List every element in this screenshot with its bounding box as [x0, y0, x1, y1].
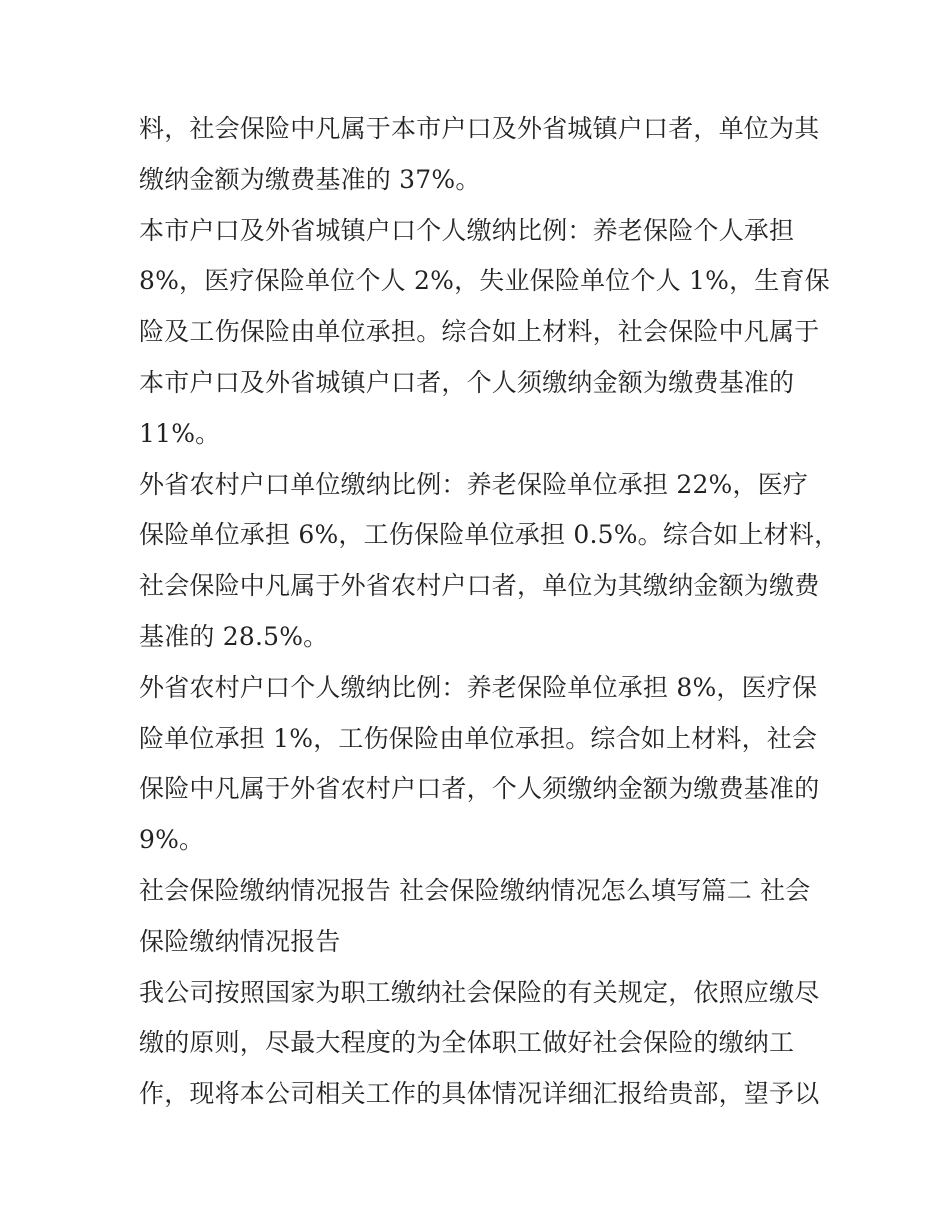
- text-line: 9%。: [139, 825, 205, 855]
- text-line: 外省农村户口单位缴纳比例：养老保险单位承担 22%，医疗: [139, 469, 809, 499]
- text-line: 缴的原则，尽最大程度的为全体职工做好社会保险的缴纳工: [139, 1028, 795, 1058]
- text-line: 保险中凡属于外省农村户口者，个人须缴纳金额为缴费基准的: [139, 774, 820, 804]
- text-line: 基准的 28.5%。: [139, 621, 329, 651]
- text-line: 本市户口及外省城镇户口个人缴纳比例：养老保险个人承担: [139, 215, 795, 245]
- section-heading-line: 社会保险缴纳情况报告 社会保险缴纳情况怎么填写篇二 社会: [139, 875, 811, 905]
- text-line: 险单位承担 1%，工伤保险由单位承担。综合如上材料，社会: [139, 723, 818, 753]
- text-line: 缴纳金额为缴费基准的 37%。: [139, 164, 481, 194]
- text-line: 本市户口及外省城镇户口者，个人须缴纳金额为缴费基准的: [139, 367, 795, 397]
- text-line: 料，社会保险中凡属于本市户口及外省城镇户口者，单位为其: [139, 114, 820, 143]
- text-line: 8%，医疗保险单位个人 2%，失业保险单位个人 1%，生育保: [139, 266, 830, 296]
- document-body: [139, 104, 840, 1120]
- text-line: 外省农村户口个人缴纳比例：养老保险单位承担 8%，医疗保: [139, 672, 818, 702]
- text-line: 作，现将本公司相关工作的具体情况详细汇报给贵部，望予以: [139, 1079, 820, 1109]
- text-line: 社会保险中凡属于外省农村户口者，单位为其缴纳金额为缴费: [139, 571, 820, 601]
- text-line: 11%。: [139, 418, 221, 448]
- section-heading-line: 保险缴纳情况报告: [139, 926, 341, 956]
- text-line: 我公司按照国家为职工缴纳社会保险的有关规定，依照应缴尽: [139, 977, 820, 1007]
- text-line: 险及工伤保险由单位承担。综合如上材料，社会保险中凡属于: [139, 317, 820, 347]
- text-line: 保险单位承担 6%，工伤保险单位承担 0.5%。综合如上材料，: [139, 520, 840, 550]
